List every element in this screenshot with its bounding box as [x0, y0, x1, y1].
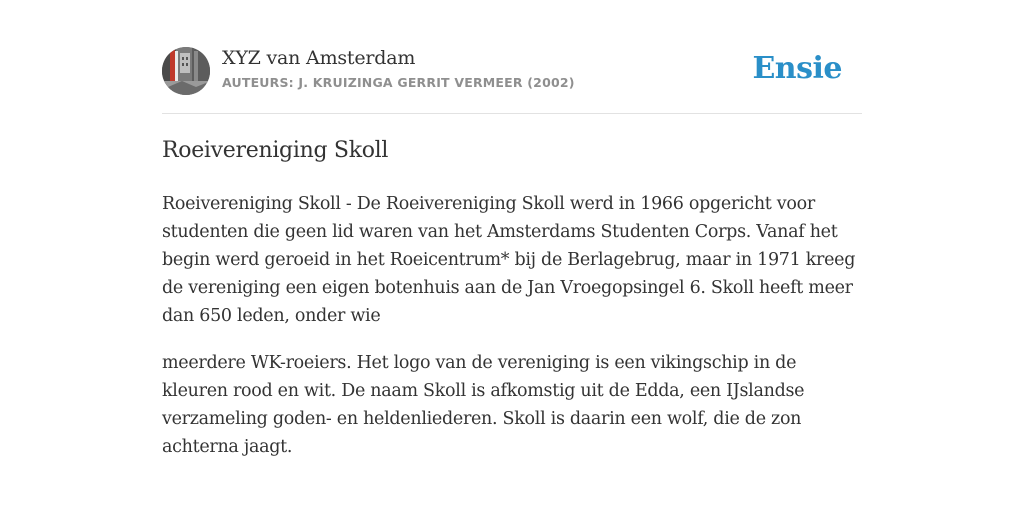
- book-header: [162, 45, 862, 113]
- paragraph-line: Roeivereniging Skoll - De Roeivereniging Skoll werd in 1966 opgericht voor: [162, 194, 815, 214]
- entry-paragraph-2: [162, 349, 862, 461]
- paragraph-line: achterna jaagt.: [162, 437, 293, 457]
- paragraph-line: begin werd geroeid in het Roeicentrum* bij de Berlagebrug, maar in 1971 kreeg: [162, 250, 856, 270]
- entry-paragraph-1: [162, 190, 862, 330]
- paragraph-line: studenten die geen lid waren van het Amsterdams Studenten Corps. Vanaf het: [162, 222, 838, 242]
- entry-title: Roeivereniging Skoll: [162, 138, 389, 163]
- book-authors: AUTEURS: J. KRUIZINGA GERRIT VERMEER (2002): [222, 75, 575, 90]
- book-title[interactable]: XYZ van Amsterdam: [222, 47, 416, 69]
- paragraph-line: dan 650 leden, onder wie: [162, 306, 381, 326]
- paragraph-line: meerdere WK-roeiers. Het logo van de vereniging is een vikingschip in de: [162, 353, 797, 373]
- paragraph-line: kleuren rood en wit. De naam Skoll is afkomstig uit de Edda, een IJslandse: [162, 381, 805, 401]
- brand-logo[interactable]: Ensie: [752, 51, 842, 86]
- paragraph-line: de vereniging een eigen botenhuis aan de Jan Vroegopsingel 6. Skoll heeft meer: [162, 278, 853, 298]
- header-divider: [162, 113, 862, 114]
- book-cover-thumbnail[interactable]: [162, 47, 210, 95]
- paragraph-line: verzameling goden- en heldenliederen. Skoll is daarin een wolf, die de zon: [162, 409, 802, 429]
